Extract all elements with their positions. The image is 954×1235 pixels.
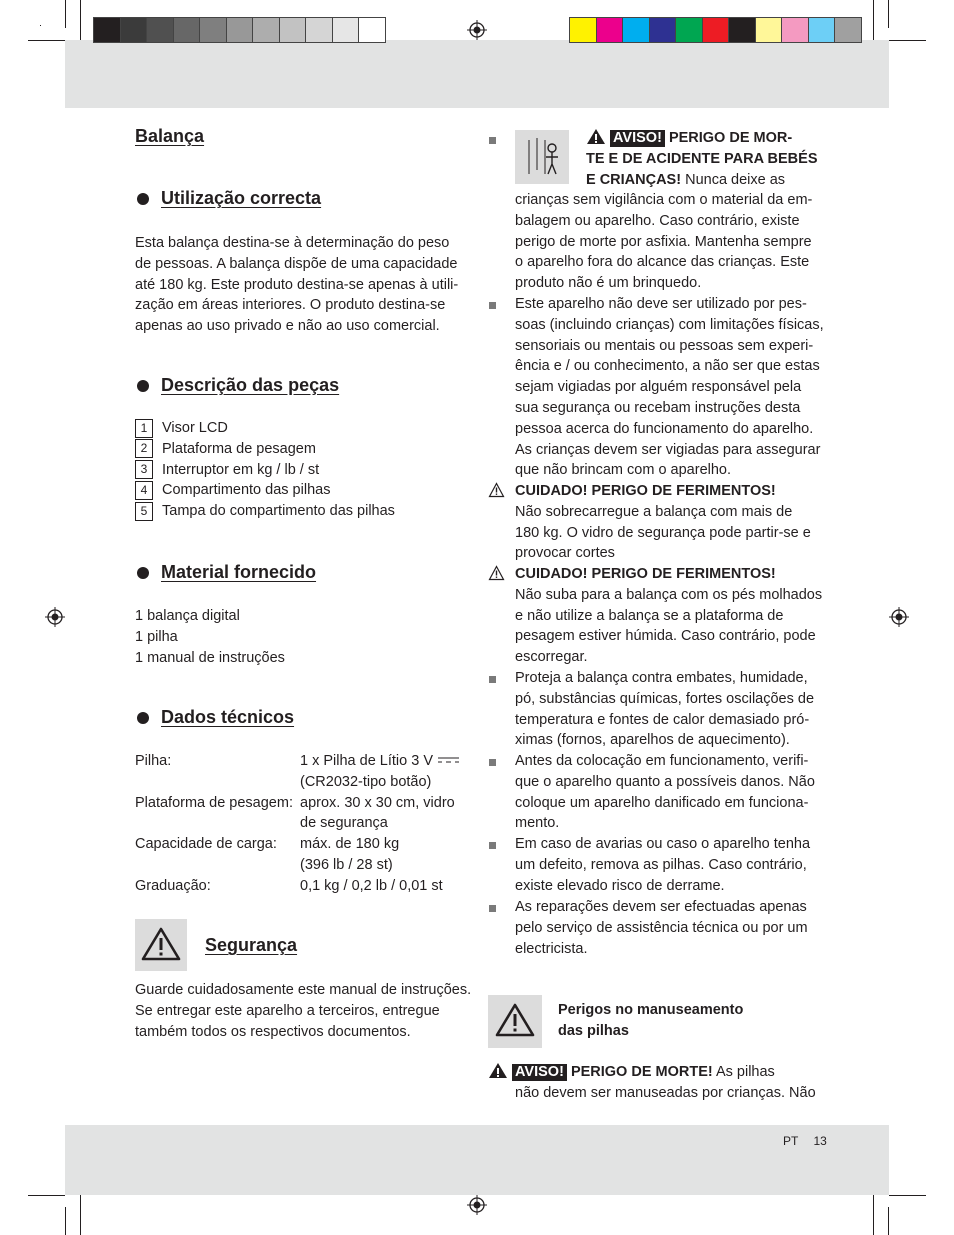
text-line: Este aparelho não deve ser utilizado por pes- xyxy=(515,296,807,312)
list-bullet-icon xyxy=(489,676,496,683)
bullet-text xyxy=(515,751,835,834)
list-item xyxy=(135,460,475,481)
tech-value-cont: (CR2032-tipo botão) xyxy=(300,773,432,790)
warning-title: PERIGO DE MOR- xyxy=(668,130,793,146)
text-line: pessoa acerca do funcionamento do aparelho. xyxy=(515,420,814,437)
caution-text xyxy=(515,564,835,668)
warning-box xyxy=(135,919,187,971)
color-swatch xyxy=(808,17,836,43)
color-swatch xyxy=(279,17,307,43)
part-label: Compartimento das pilhas xyxy=(162,482,331,499)
tech-value: máx. de 180 kg xyxy=(300,836,400,853)
text-span: Nunca deixe as xyxy=(681,171,786,188)
text-line: 1 manual de instruções xyxy=(135,649,285,666)
list-item xyxy=(135,418,475,439)
warning-triangle-icon xyxy=(488,1062,508,1079)
text-line xyxy=(488,1062,828,1083)
text-line: mento. xyxy=(515,815,560,832)
text-line: provocar cortes xyxy=(515,545,615,562)
registration-mark-icon xyxy=(467,20,487,40)
tech-label: Pilha: xyxy=(135,753,172,769)
text-line: Perigos no manuseamento xyxy=(558,1002,744,1018)
usage-text xyxy=(135,233,475,337)
child-warning-box xyxy=(515,130,569,184)
section-bullet xyxy=(137,193,149,205)
text-line: e não utilize a balança se a plataforma de xyxy=(515,607,784,624)
text-line: Em caso de avarias ou caso o aparelho tenha xyxy=(515,836,811,852)
color-swatch xyxy=(834,17,862,43)
page-footer xyxy=(783,1134,827,1148)
text-line: perigo de morte por asfixia. Mantenha sempre xyxy=(515,233,812,250)
tech-value-cont: de segurança xyxy=(300,815,388,832)
table-row xyxy=(135,876,475,897)
aviso-label: AVISO! xyxy=(610,130,665,147)
part-number: 1 xyxy=(135,419,153,438)
text-line: Proteja a balança contra embates, humidade, xyxy=(515,670,808,686)
bullet-text xyxy=(515,294,835,481)
bullet-text xyxy=(515,834,835,896)
color-swatch xyxy=(358,17,386,43)
direct-current-icon xyxy=(437,755,461,765)
color-swatch xyxy=(569,17,597,43)
text-line: coloque um aparelho danificado em funciona- xyxy=(515,794,809,811)
tech-value-text: 1 x Pilha de Lítio 3 V xyxy=(300,753,433,769)
caution-title: CUIDADO! PERIGO DE FERIMENTOS! xyxy=(515,566,776,582)
warning-child-body xyxy=(515,190,835,294)
text-line: zação em áreas interiores. O produto destina-se xyxy=(135,297,446,314)
text-line: Guarde cuidadosamente este manual de instruções. xyxy=(135,982,472,998)
color-swatch xyxy=(93,17,121,43)
text-line: Esta balança destina-se à determinação do peso xyxy=(135,235,450,251)
warning-title: TE E DE ACIDENTE PARA BEBÉS xyxy=(586,150,818,167)
color-swatch xyxy=(728,17,756,43)
text-line: Se entregar este aparelho a terceiros, entregue xyxy=(135,1002,440,1019)
registration-mark-icon xyxy=(45,607,65,627)
part-label: Visor LCD xyxy=(162,420,228,436)
bullet-text xyxy=(515,668,835,751)
tech-value-cont: (396 lb / 28 st) xyxy=(300,856,393,873)
color-swatch xyxy=(781,17,809,43)
text-line: que não brincam com o aparelho. xyxy=(515,462,732,479)
color-swatch xyxy=(649,17,677,43)
text-line: temperatura e fontes de calor demasiado pró- xyxy=(515,711,810,728)
section-bullet xyxy=(137,712,149,724)
registration-mark-icon xyxy=(467,1195,487,1215)
warning-title: E CRIANÇAS! xyxy=(586,171,682,188)
text-span: As pilhas xyxy=(712,1064,775,1080)
color-swatch xyxy=(622,17,650,43)
section-bullet xyxy=(137,380,149,392)
battery-heading xyxy=(558,1000,818,1042)
supplied-text xyxy=(135,606,475,668)
list-bullet-icon xyxy=(489,137,496,144)
list-item xyxy=(135,480,475,501)
footer-band xyxy=(65,1125,889,1195)
tech-label: Plataforma de pesagem: xyxy=(135,794,293,811)
warning-triangle-icon xyxy=(586,128,606,145)
color-swatch xyxy=(332,17,360,43)
part-label: Tampa do compartimento das pilhas xyxy=(162,503,395,520)
parts-list xyxy=(135,418,475,522)
text-line: Antes da colocação em funcionamento, verifi- xyxy=(515,753,809,769)
color-swatch xyxy=(226,17,254,43)
registration-mark-icon xyxy=(889,607,909,627)
caution-title: CUIDADO! PERIGO DE FERIMENTOS! xyxy=(515,483,776,499)
text-line: sejam vigiadas por alguém responsável pela xyxy=(515,379,802,396)
color-swatch xyxy=(199,17,227,43)
battery-warning-text xyxy=(488,1062,828,1104)
list-bullet-icon xyxy=(489,842,496,849)
text-line: electricista. xyxy=(515,940,588,957)
text-line: das pilhas xyxy=(558,1022,629,1039)
text-line: apenas ao uso privado e não ao uso comercial. xyxy=(135,318,440,335)
text-line: também todos os respectivos documentos. xyxy=(135,1023,411,1040)
color-swatch xyxy=(675,17,703,43)
text-line: 1 balança digital xyxy=(135,608,240,624)
text-line: que o aparelho quanto a possíveis danos. Não xyxy=(515,773,815,790)
text-line xyxy=(515,481,835,502)
tech-label: Graduação: xyxy=(135,877,211,894)
header-band xyxy=(65,40,889,108)
tech-heading: Dados técnicos xyxy=(161,707,295,727)
text-line: não devem ser manuseadas por crianças. Não xyxy=(515,1084,816,1101)
part-number: 4 xyxy=(135,481,153,500)
text-line: o aparelho fora do alcance das crianças. Este xyxy=(515,254,810,271)
caution-triangle-icon xyxy=(488,482,505,498)
table-row xyxy=(135,751,475,793)
safety-text xyxy=(135,980,480,1042)
warning-child-text xyxy=(586,128,826,190)
color-swatch xyxy=(755,17,783,43)
language-code: PT xyxy=(783,1134,799,1148)
text-line: Não suba para a balança com os pés molhados xyxy=(515,586,823,603)
text-line: pelo serviço de assistência técnica ou por um xyxy=(515,919,808,936)
list-bullet-icon xyxy=(489,302,496,309)
aviso-label: AVISO! xyxy=(512,1064,567,1081)
text-line: escorregar. xyxy=(515,649,588,666)
text-line xyxy=(586,170,826,191)
list-bullet-icon xyxy=(489,759,496,766)
warning-triangle-icon xyxy=(488,995,542,1048)
table-row xyxy=(135,834,475,876)
text-line: pesagem estiver húmida. Caso contrário, pode xyxy=(515,628,816,645)
list-item xyxy=(135,439,475,460)
color-swatch xyxy=(305,17,333,43)
list-bullet-icon xyxy=(489,905,496,912)
child-hazard-icon xyxy=(515,130,569,184)
section-bullet xyxy=(137,567,149,579)
warning-triangle-icon xyxy=(135,919,187,971)
safety-heading: Segurança xyxy=(205,935,298,955)
supplied-heading: Material fornecido xyxy=(161,562,317,582)
battery-warning-box xyxy=(488,995,542,1048)
text-line: existe elevado risco de derrame. xyxy=(515,877,725,894)
text-line xyxy=(515,564,835,585)
text-line: 180 kg. O vidro de segurança pode partir-se e xyxy=(515,524,811,541)
part-number: 2 xyxy=(135,439,153,458)
caution-text xyxy=(515,481,835,564)
part-number: 3 xyxy=(135,460,153,479)
text-line: soas (incluindo crianças) com limitações físicas, xyxy=(515,316,824,333)
text-line: Não sobrecarregue a balança com mais de xyxy=(515,503,793,520)
part-number: 5 xyxy=(135,502,153,521)
text-line: sua segurança ou recebam instruções desta xyxy=(515,399,801,416)
parts-heading: Descrição das peças xyxy=(161,375,340,395)
color-swatch xyxy=(702,17,730,43)
text-line: um defeito, remova as pilhas. Caso contrário, xyxy=(515,856,807,873)
text-line: crianças sem vigilância com o material da em- xyxy=(515,192,813,208)
text-line: balagem ou aparelho. Caso contrário, existe xyxy=(515,212,800,229)
text-line: ência e / ou conhecimento, a não ser que estas xyxy=(515,358,820,375)
tech-value: aprox. 30 x 30 cm, vidro xyxy=(300,794,455,811)
text-line: de pessoas. A balança dispõe de uma capacidade xyxy=(135,255,458,272)
text-line xyxy=(586,128,826,149)
text-line: ximas (fornos, aparelhos de aquecimento). xyxy=(515,732,790,749)
color-swatch xyxy=(173,17,201,43)
warning-title: PERIGO DE MORTE! xyxy=(570,1064,713,1080)
table-row xyxy=(135,793,475,835)
tech-value xyxy=(300,751,461,772)
color-swatch xyxy=(146,17,174,43)
part-label: Plataforma de pesagem xyxy=(162,440,316,457)
text-line: As reparações devem ser efectuadas apenas xyxy=(515,899,807,915)
text-line: As crianças devem ser vigiadas para assegurar xyxy=(515,441,821,458)
text-line xyxy=(586,149,826,170)
text-line: sensoriais ou mentais ou pessoas sem experi- xyxy=(515,337,814,354)
page-title: Balança xyxy=(135,126,205,146)
list-item xyxy=(135,501,475,522)
color-swatch xyxy=(120,17,148,43)
bullet-text xyxy=(515,897,835,959)
tech-label: Capacidade de carga: xyxy=(135,836,277,853)
color-swatch xyxy=(252,17,280,43)
color-swatch xyxy=(596,17,624,43)
text-line: pó, substâncias químicas, fortes oscilações de xyxy=(515,690,815,707)
usage-heading: Utilização correcta xyxy=(161,188,322,208)
tech-table xyxy=(135,751,475,897)
caution-triangle-icon xyxy=(488,565,505,581)
text-line: produto não é um brinquedo. xyxy=(515,275,702,292)
page-number: 13 xyxy=(813,1134,827,1148)
text-line: até 180 kg. Este produto destina-se apenas à utili- xyxy=(135,276,459,293)
part-label: Interruptor em kg / lb / st xyxy=(162,461,320,478)
tech-value: 0,1 kg / 0,2 lb / 0,01 st xyxy=(300,877,443,894)
text-line: 1 pilha xyxy=(135,628,178,645)
